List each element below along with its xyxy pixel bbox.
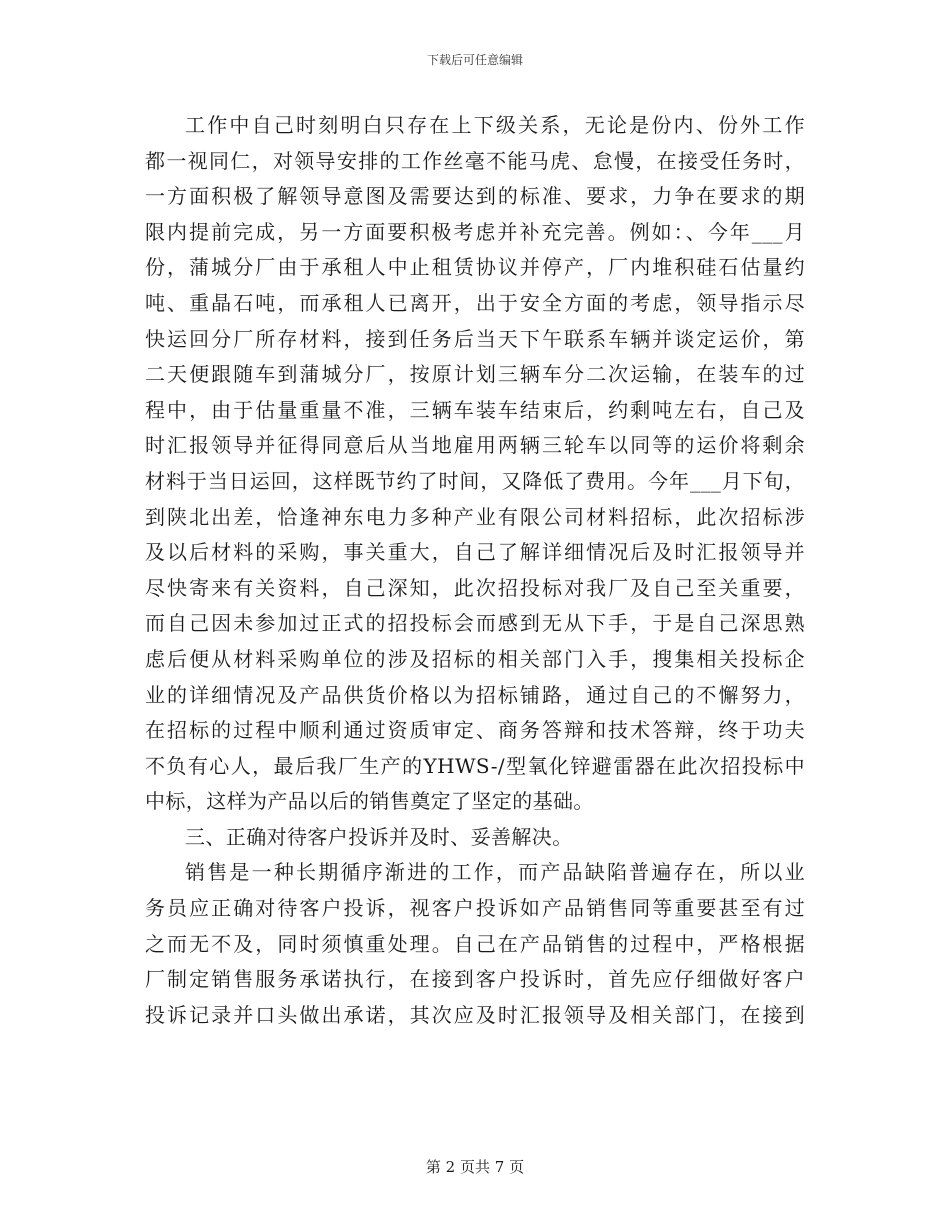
- paragraph-line: 销售是一种长期循序渐进的工作，而产品缺陷普遍存在，所以业: [185, 860, 805, 885]
- paragraph-line: 尽快寄来有关资料，自己深知，此次招投标对我厂及自己至关重要，: [145, 575, 805, 600]
- paragraph-line: 工作中自己时刻明白只存在上下级关系，无论是份内、份外工作: [185, 113, 805, 137]
- page-header: 下载后可任意编辑: [426, 53, 523, 67]
- paragraph-line: 一方面积极了解领导意图及需要达到的标准、要求，力争在要求的期: [145, 184, 805, 209]
- paragraph-line: 投诉记录并口头做出承诺，其次应及时汇报领导及相关部门，在接到: [145, 1002, 805, 1027]
- paragraph-line: 中标，这样为产品以后的销售奠定了坚定的基础。: [145, 789, 594, 814]
- paragraph-line: 都一视同仁，对领导安排的工作丝毫不能马虎、怠慢，在接受任务时，: [145, 148, 805, 173]
- paragraph-line: 务员应正确对待客户投诉，视客户投诉如产品销售同等重要甚至有过: [145, 896, 805, 921]
- paragraph-line: 及以后材料的采购，事关重大，自己了解详细情况后及时汇报领导并: [145, 540, 805, 565]
- paragraph-line: 之而无不及，同时须慎重处理。自己在产品销售的过程中，严格根据: [145, 931, 805, 956]
- paragraph-line: 快运回分厂所存材料，接到任务后当天下午联系车辆并谈定运价，第: [145, 326, 805, 351]
- paragraph-line: 不负有心人，最后我厂生产的YHWS-/型氧化锌避雷器在此次招投标中: [145, 753, 805, 778]
- paragraph-line: 虑后便从材料采购单位的涉及招标的相关部门入手，搜集相关投标企: [145, 646, 805, 671]
- paragraph-line: 在招标的过程中顺利通过资质审定、商务答辩和技术答辩，终于功夫: [145, 718, 805, 743]
- paragraph-line: 厂制定销售服务承诺执行，在接到客户投诉时，首先应仔细做好客户: [145, 967, 805, 992]
- paragraph-line: 限内提前完成，另一方面要积极考虑并补充完善。例如：、今年___月: [145, 219, 805, 244]
- paragraph-line: 时汇报领导并征得同意后从当地雇用两辆三轮车以同等的运价将剩余: [145, 433, 805, 458]
- paragraph-line: 到陕北出差，恰逢神东电力多种产业有限公司材料招标，此次招标涉: [145, 504, 805, 529]
- paragraph-line: 而自己因未参加过正式的招投标会而感到无从下手，于是自己深思熟: [145, 611, 805, 636]
- paragraph-line: 二天便跟随车到蒲城分厂，按原计划三辆车分二次运输，在装车的过: [145, 362, 805, 387]
- page-number: 第 2 页共 7 页: [425, 1158, 525, 1176]
- paragraph-line: 业的详细情况及产品供货价格以为招标铺路，通过自己的不懈努力，: [145, 682, 805, 707]
- document-body: [145, 108, 805, 1033]
- paragraph-line: 份，蒲城分厂由于承租人中止租赁协议并停产，厂内堆积硅石估量约: [145, 255, 805, 280]
- paragraph-line: 材料于当日运回，这样既节约了时间，又降低了费用。今年___月下旬，: [145, 468, 805, 493]
- paragraph-line: 吨、重晶石吨，而承租人已离开，出于安全方面的考虑，领导指示尽: [145, 290, 805, 315]
- section-heading: 三、正确对待客户投诉并及时、妥善解决。: [185, 824, 573, 849]
- paragraph-line: 程中，由于估量重量不准，三辆车装车结束后，约剩吨左右，自己及: [145, 397, 805, 422]
